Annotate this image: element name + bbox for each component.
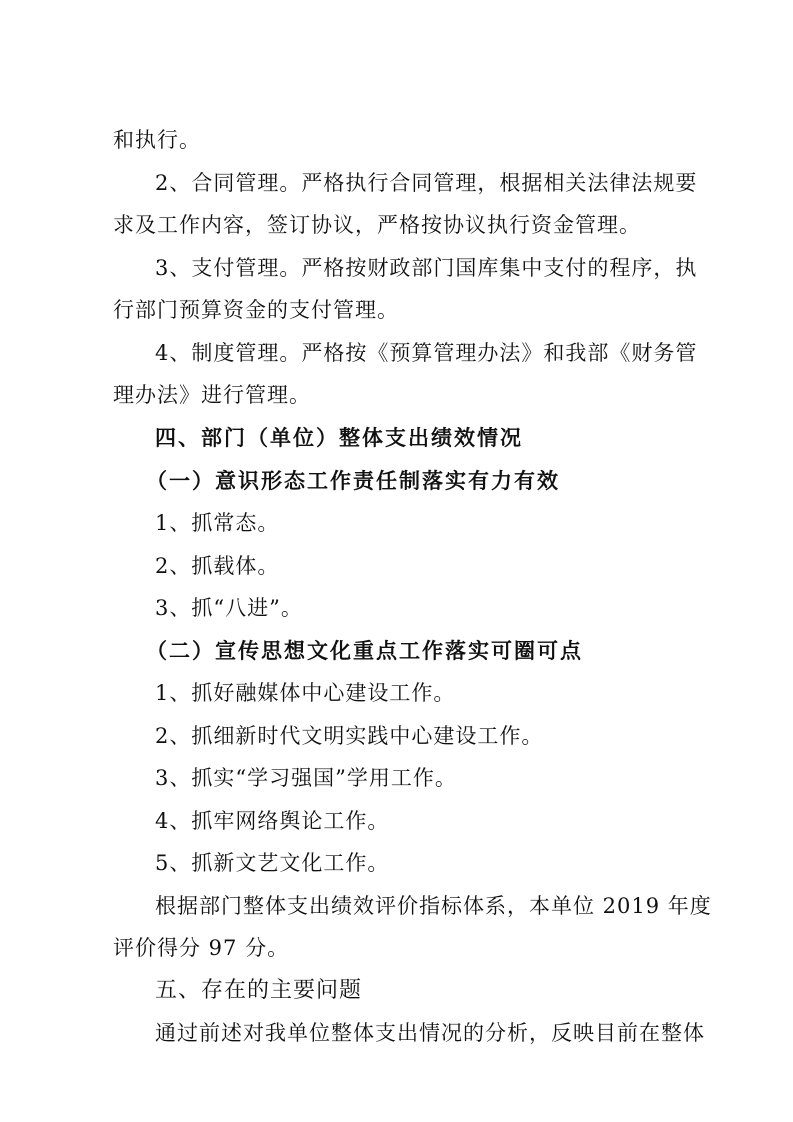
list-item: 5、抓新文艺文化工作。 [155, 851, 390, 875]
list-item: 1、抓好融媒体中心建设工作。 [155, 681, 456, 705]
paragraph-line: 评价得分 97 分。 [113, 936, 290, 960]
list-item: 2、抓载体。 [155, 554, 280, 578]
list-item: 4、抓牢网络舆论工作。 [155, 809, 390, 833]
paragraph-line: 2、合同管理。严格执行合同管理，根据相关法律法规要 [155, 171, 698, 195]
list-item: 3、抓实“学习强国”学用工作。 [155, 766, 457, 790]
paragraph-line: 通过前述对我单位整体支出情况的分析，反映目前在整体 [155, 1021, 705, 1045]
section-heading: 四、部门（单位）整体支出绩效情况 [155, 426, 523, 450]
list-item: 2、抓细新时代文明实践中心建设工作。 [155, 724, 544, 748]
list-item: 1、抓常态。 [155, 511, 280, 535]
paragraph-line: 根据部门整体支出绩效评价指标体系，本单位 2019 年度 [155, 894, 712, 918]
subsection-heading: （一）意识形态工作责任制落实有力有效 [146, 469, 560, 493]
paragraph-line: 3、支付管理。严格按财政部门国库集中支付的程序，执 [155, 256, 698, 280]
paragraph-line: 行部门预算资金的支付管理。 [113, 298, 399, 322]
section-heading: 五、存在的主要问题 [155, 978, 363, 1003]
subsection-heading: （二）宣传思想文化重点工作落实可圈可点 [146, 639, 583, 663]
paragraph-line: 求及工作内容，签订协议，严格按协议执行资金管理。 [113, 213, 641, 237]
paragraph-line: 理办法》进行管理。 [113, 383, 311, 407]
paragraph-line: 4、制度管理。严格按《预算管理办法》和我部《财务管 [155, 341, 698, 365]
paragraph-line: 和执行。 [113, 128, 201, 152]
list-item: 3、抓“八进”。 [155, 596, 303, 620]
